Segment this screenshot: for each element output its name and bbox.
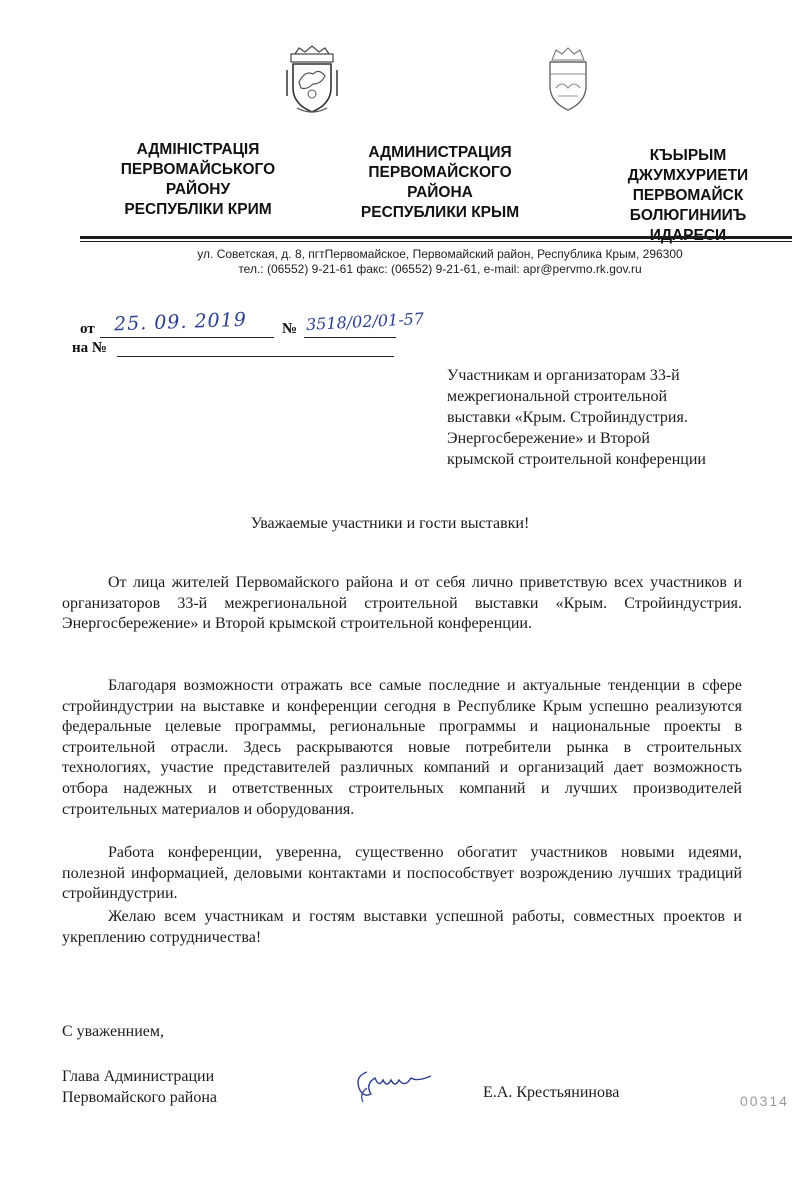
signer-name: Е.А. Крестьянинова (483, 1084, 620, 1101)
letterhead-rule-thin (80, 241, 792, 242)
registration-from-label: от (80, 321, 95, 337)
letterhead-rule (80, 236, 792, 239)
body-paragraph: Благодаря возможности отражать все самые последние и актуальные тенденции в сфере стройиндустрии на выставке и конференции сегодня в Республике Крым успешно реализуются федеральные целевые программы, региональные программы и национальные проекты в строительной отрасли. Здесь раскрываются новые потребители рынка в строительных технологиях, участие представителей различных компаний и организаций дает возможность отбора надежных и ответственных строительных компаний и лучших производителей строительных материалов и оборудования. (62, 677, 742, 818)
letterhead-crimean-tatar: КЪЫРЫМ ДЖУМХУРИЕТИ ПЕРВОМАЙСК БОЛЮГИНИИЪ (627, 147, 749, 224)
addressee-block: Участникам и организаторам 33-й межрегиональной строительной выставки «Крым. Стройиндустрия. Энергосбережение» и Второй крымской строительной конференции (447, 367, 706, 468)
letterhead-ukrainian: АДМІНІСТРАЦІЯ ПЕРВОМАЙСЬКОГО РАЙОНУ РЕСПУБЛІКИ КРИМ (120, 141, 276, 218)
handwritten-date: 25. 09. 2019 (113, 308, 248, 336)
contact-phones: тел.: (06552) 9-21-61 факс: (06552) 9-21-61, e-mail: apr@pervmo.rk.gov.ru (238, 262, 642, 276)
signer-title: Глава Администрации Первомайского района (62, 1068, 218, 1106)
salutation: Уважаемые участники и гости выставки! (250, 515, 530, 532)
body-paragraph: От лица жителей Первомайского района и от себя лично приветствую всех участников и организаторов 33-й межрегиональной строительной выставки «Крым. Стройиндустрия. Энергосбережение» и Второй крымской строительной конференции. (62, 574, 742, 633)
body-paragraph: Желаю всем участникам и гостям выставки успешной работы, совместных проектов и укреплению сотрудничества! (62, 908, 742, 946)
contact-address: ул. Советская, д. 8, пгтПервомайское, Первомайский район, Республика Крым, 296300 (197, 247, 683, 261)
reply-underline (117, 356, 394, 357)
handwritten-number: 3518/02/01-57 (305, 308, 425, 335)
closing-regards: С уваженнием, (62, 1023, 164, 1040)
letterhead-russian: АДМИНИСТРАЦИЯ ПЕРВОМАЙСКОГО РАЙОНА РЕСПУБЛИКИ КРЫМ (360, 144, 520, 221)
handwritten-signature-icon (345, 1058, 445, 1108)
number-underline (304, 337, 396, 338)
registration-reply-label: на № (72, 340, 107, 356)
stamp-number: 00314 (740, 1093, 789, 1109)
crimea-coat-of-arms-icon (283, 44, 341, 116)
registration-number-label: № (282, 321, 298, 337)
body-paragraph: Работа конференции, уверенна, существенно обогатит участников новыми идеями, полезной информацией, деловыми контактами и поспособствует возрождению лучших традиций стройиндустрии. (62, 844, 742, 903)
date-underline (100, 337, 274, 338)
district-coat-of-arms-icon (542, 44, 594, 114)
